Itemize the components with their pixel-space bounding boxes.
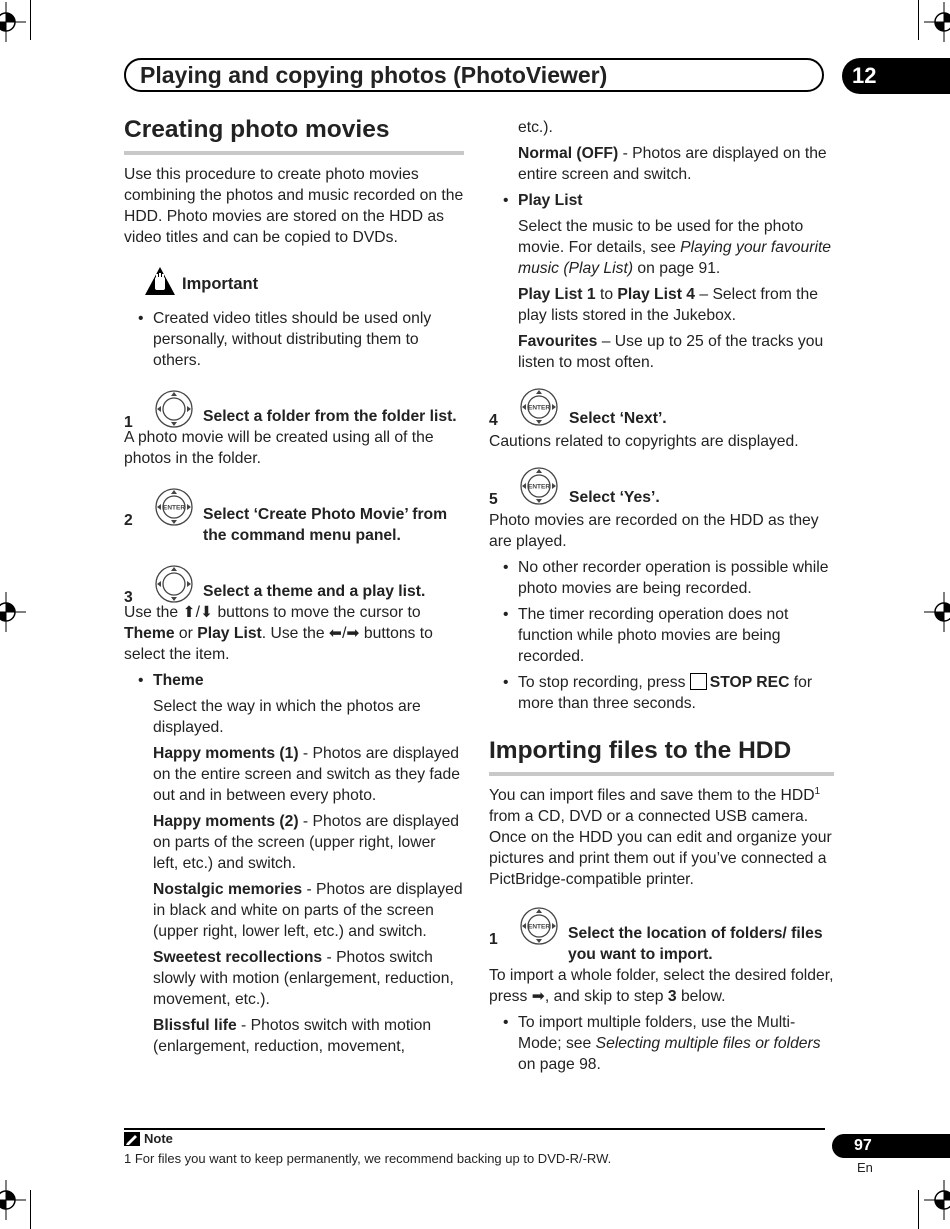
step-3-body: Use the ⬆/⬇ buttons to move the cursor to Theme or Play List. Use the ⬅/➡ buttons to select the item. xyxy=(124,604,433,663)
svg-text:ENTER: ENTER xyxy=(527,483,551,491)
page-number: 97 xyxy=(854,1137,872,1154)
registration-mark-icon xyxy=(0,2,26,42)
bullet: • xyxy=(503,674,509,691)
import-intro: You can import files and save them to the HDD$^1$ from a CD, DVD or a connected USB camera. Once on the HDD you can edit and organize your pictures and print them out if you’ve connected a PictBridge-compatible printer. xyxy=(489,785,832,888)
import-step-1-title: Select the location of folders/ files you want to import. xyxy=(568,925,823,963)
playlist-description: Select the music to be used for the photo movie. For details, see Playing your favourite music (Play List) on page 91. xyxy=(518,218,832,277)
step-4-body: Cautions related to copyrights are displayed. xyxy=(489,433,799,450)
intro-paragraph: Use this procedure to create photo movies combining the photos and music recorded on the HDD. Photo movies are stored on the HDD as video titles and can be copied to DVDs. xyxy=(124,166,464,246)
bullet: • xyxy=(503,606,509,623)
bullet: • xyxy=(138,672,144,689)
list-item xyxy=(124,308,464,371)
registration-mark-icon xyxy=(924,592,950,632)
crop-mark xyxy=(30,0,31,40)
step-1-title: Select a folder from the folder list. xyxy=(203,408,457,425)
step-4-title: Select ‘Next’. xyxy=(569,410,667,427)
svg-text:ENTER: ENTER xyxy=(162,504,186,512)
crop-mark xyxy=(30,1190,31,1229)
step-number: 1 xyxy=(489,931,498,948)
enter-button-icon xyxy=(519,466,563,510)
important-label: Important xyxy=(182,274,259,293)
import-step-1-body: To import a whole folder, select the desired folder, press ➡, and skip to step 3 below. xyxy=(489,967,834,1005)
step-5-heading xyxy=(489,466,834,510)
important-text: Created video titles should be used only personally, without distributing them to others. xyxy=(153,310,432,369)
crop-mark xyxy=(918,1190,919,1229)
important-hand-icon xyxy=(144,266,176,302)
theme-option: Sweetest recollections - Photos switch slowly with motion (enlargement, reduction, movement, etc.). xyxy=(153,949,454,1008)
left-column xyxy=(124,113,464,1057)
crop-mark xyxy=(918,0,919,40)
bullet: • xyxy=(503,559,509,576)
theme-option: Nostalgic memories - Photos are displayed in black and white on parts of the screen (upper right, lower left, etc.) and switch. xyxy=(153,881,463,940)
list-item xyxy=(124,670,464,691)
theme-continuation: etc.). xyxy=(518,119,553,136)
page-header-title: Playing and copying photos (PhotoViewer) xyxy=(140,62,608,88)
right-column xyxy=(489,117,834,1075)
list-item: • The timer recording operation does not function while photo movies are being recorded. xyxy=(503,606,789,665)
enter-button-icon xyxy=(519,387,563,431)
theme-description: Select the way in which the photos are displayed. xyxy=(153,698,421,736)
step-number: 5 xyxy=(489,491,498,508)
list-item: • To stop recording, press STOP REC for more than three seconds. xyxy=(503,674,813,712)
step-number: 1 xyxy=(124,414,133,431)
step-number: 4 xyxy=(489,412,498,429)
footer-rule xyxy=(124,1128,825,1130)
step-2-title: Select ‘Create Photo Movie’ from the command menu panel. xyxy=(203,506,448,544)
registration-mark-icon xyxy=(0,592,26,632)
section-heading-import: Importing files to the HDD xyxy=(489,734,834,776)
svg-text:ENTER: ENTER xyxy=(527,923,551,931)
playlist-option: Play List 1 to Play List 4 – Select from the play lists stored in the Jukebox. xyxy=(518,286,818,324)
enter-button-icon xyxy=(519,906,563,950)
playlist-label: Play List xyxy=(518,192,583,209)
step-number: 3 xyxy=(124,589,133,606)
page-language: En xyxy=(857,1160,873,1175)
list-item: • No other recorder operation is possible while photo movies are being recorded. xyxy=(503,559,829,597)
chapter-number: 12 xyxy=(852,63,877,88)
right-arrow-icon: ➡ xyxy=(531,988,545,1005)
bullet: • xyxy=(503,192,509,209)
theme-option: Happy moments (2) - Photos are displayed on parts of the screen (upper right, lower left, etc.) and switch. xyxy=(153,813,460,872)
step-number: 2 xyxy=(124,512,133,529)
up-down-arrow-icon: ⬆/⬇ xyxy=(182,604,214,621)
list-item xyxy=(489,190,834,211)
page-number-tab xyxy=(832,1134,950,1158)
step-4-heading xyxy=(489,387,834,431)
registration-mark-icon xyxy=(924,2,950,42)
theme-option: Normal (OFF) - Photos are displayed on the entire screen and switch. xyxy=(518,145,827,183)
step-1-body: A photo movie will be created using all of the photos in the folder. xyxy=(124,429,434,467)
note-heading xyxy=(124,1131,173,1146)
list-item: • To import multiple folders, use the Multi-Mode; see Selecting multiple files or folders on page 98. xyxy=(503,1014,821,1073)
playlist-option: Favourites – Use up to 25 of the tracks you listen to most often. xyxy=(518,333,824,371)
bullet: • xyxy=(138,310,144,327)
theme-label: Theme xyxy=(153,672,204,689)
theme-option: Happy moments (1) - Photos are displayed on the entire screen and switch as they fade out and in between every photo. xyxy=(153,745,460,804)
enter-button-icon xyxy=(154,487,198,531)
important-heading xyxy=(124,266,464,302)
registration-mark-icon xyxy=(924,1180,950,1220)
stop-button-icon xyxy=(690,673,707,690)
footnote: 1 For files you want to keep permanently, we recommend backing up to DVD-R/-RW. xyxy=(124,1151,612,1166)
note-pencil-icon xyxy=(124,1132,140,1146)
step-3-title: Select a theme and a play list. xyxy=(203,583,426,600)
step-5-body: Photo movies are recorded on the HDD as they are played. xyxy=(489,512,819,550)
left-right-arrow-icon: ⬅/➡ xyxy=(328,625,360,642)
section-heading-photo-movies: Creating photo movies xyxy=(124,113,464,155)
bullet: • xyxy=(503,1014,509,1031)
note-label: Note xyxy=(144,1131,173,1146)
theme-option: Blissful life - Photos switch with motion (enlargement, reduction, movement, xyxy=(153,1017,432,1055)
step-5-title: Select ‘Yes’. xyxy=(569,489,660,506)
registration-mark-icon xyxy=(0,1180,26,1220)
svg-text:ENTER: ENTER xyxy=(527,404,551,412)
